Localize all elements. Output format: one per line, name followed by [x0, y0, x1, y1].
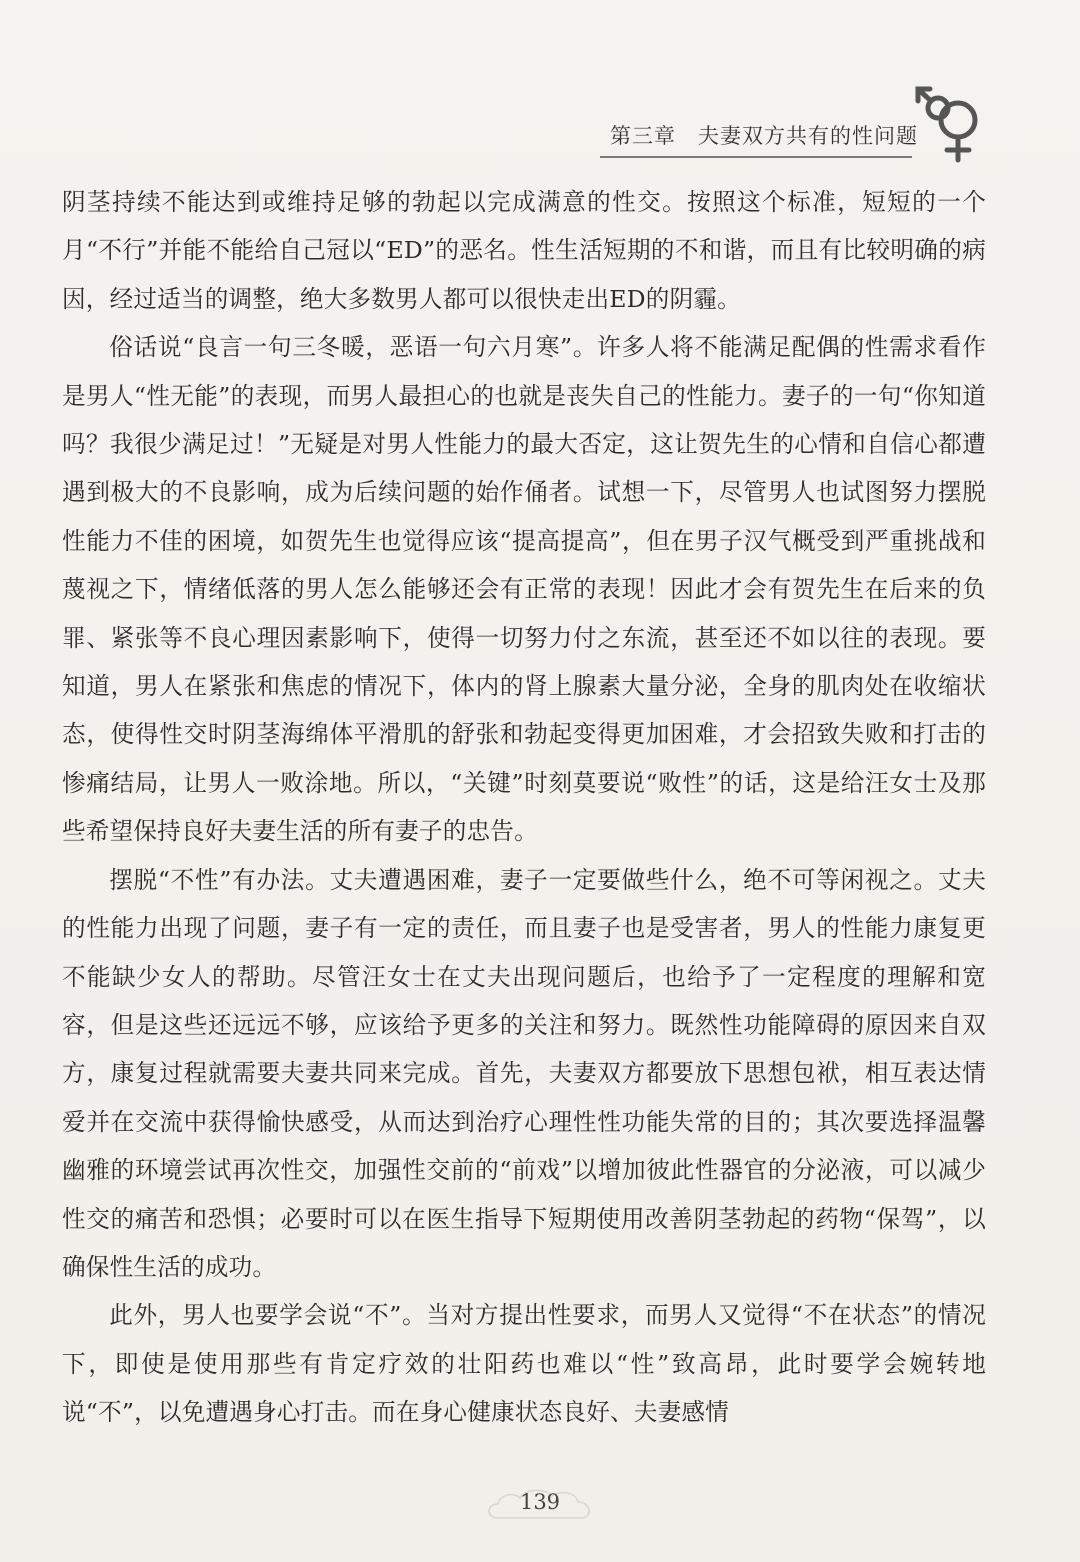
paragraph: 俗话说“良言一句三冬暖，恶语一句六月寒”。许多人将不能满足配偶的性需求看作是男人“性无能”的表现，而男人最担心的也就是丧失自己的性能力。妻子的一句“你知道吗？我很少满足过！”无疑是对男人性能力的最大否定，这让贺先生的心情和自信心都遭遇到极大的不良影响，成为后续问题的始作俑者。试想一下，尽管男人也试图努力摆脱性能力不佳的困境，如贺先生也觉得应该“提高提高”，但在男子汉气概受到严重挑战和蔑视之下，情绪低落的男人怎么能够还会有正常的表现！因此才会有贺先生在后来的负罪、紧张等不良心理因素影响下，使得一切努力付之东流，甚至还不如以往的表现。要知道，男人在紧张和焦虑的情况下，体内的肾上腺素大量分泌，全身的肌肉处在收缩状态，使得性交时阴茎海绵体平滑肌的舒张和勃起变得更加困难，才会招致失败和打击的惨痛结局，让男人一败涂地。所以，“关键”时刻莫要说“败性”的话，这是给汪女士及那些希望保持良好夫妻生活的所有妻子的忠告。 [62, 333, 986, 846]
header-text [610, 120, 918, 150]
paragraph: 摆脱“不性”有办法。丈夫遭遇困难，妻子一定要做些什么，绝不可等闲视之。丈夫的性能力出现了问题，妻子有一定的责任，而且妻子也是受害者，男人的性能力康复更不能缺少女人的帮助。尽管汪女士在丈夫出现问题后，也给予了一定程度的理解和宽容，但是这些还远远不够，应该给予更多的关注和努力。既然性功能障碍的原因来自双方，康复过程就需要夫妻共同来完成。首先，夫妻双方都要放下思想包袱，相互表达情爱并在交流中获得愉快感受，从而达到治疗心理性性功能失常的目的；其次要选择温馨幽雅的环境尝试再次性交，加强性交前的“前戏”以增加彼此性器官的分泌液，可以减少性交的痛苦和恐惧；必要时可以在医生指导下短期使用改善阴茎勃起的药物“保驾”，以确保性生活的成功。 [62, 865, 986, 1281]
header-chapter: 第三章 [610, 124, 676, 148]
header-rule [600, 156, 912, 158]
page-number-badge [480, 1484, 600, 1532]
running-header [600, 112, 930, 162]
body-text [62, 178, 986, 1437]
paragraph-continuation: 阴茎持续不能达到或维持足够的勃起以完成满意的性交。按照这个标准，短短的一个月“不行”并能不能给自己冠以“ED”的恶名。性生活短期的不和谐，而且有比较明确的病因，经过适当的调整，绝大多数男人都可以很快走出ED的阴霾。 [62, 188, 986, 313]
paragraph: 此外，男人也要学会说“不”。当对方提出性要求，而男人又觉得“不在状态”的情况下，即使是使用那些有肯定疗效的壮阳药也难以“性”致高昂，此时要学会婉转地说“不”，以免遭遇身心打击。而在身心健康状态良好、夫妻感情 [62, 1301, 986, 1427]
page-number: 139 [519, 1490, 561, 1514]
header-title: 夫妻双方共有的性问题 [698, 124, 918, 148]
male-female-symbol-icon [912, 86, 992, 166]
